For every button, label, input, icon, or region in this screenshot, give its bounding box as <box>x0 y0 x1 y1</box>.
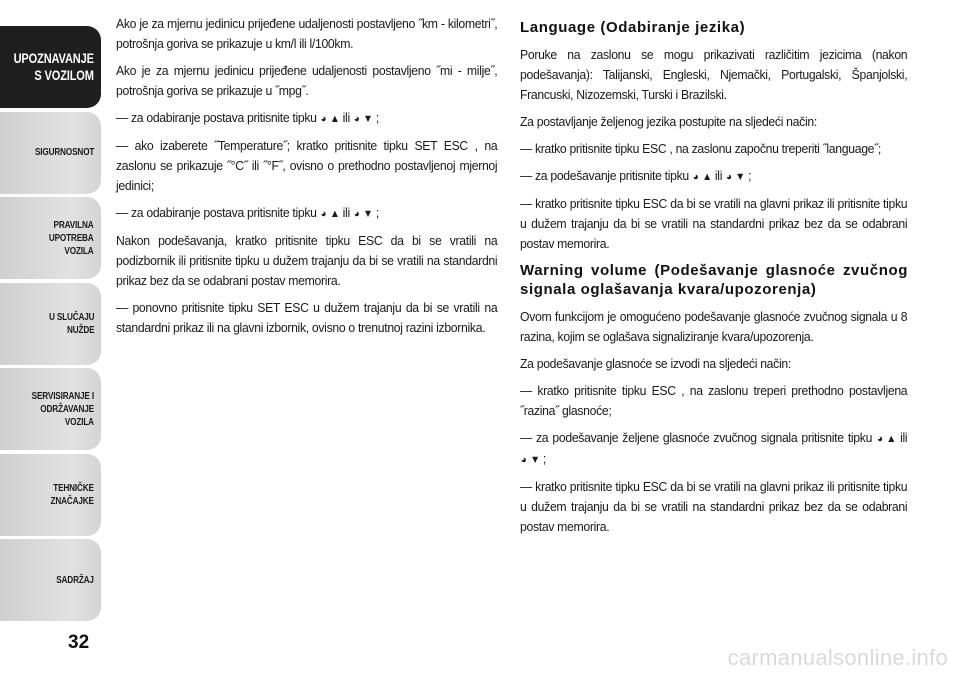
paragraph: — kratko pritisnite tipku ESC , na zaslonu započnu treperiti ˝language˝; <box>520 141 881 156</box>
paragraph-text: ili <box>714 168 723 183</box>
paragraph-text: ili <box>342 205 350 220</box>
steering-button-icon: ◕ <box>320 208 327 220</box>
watermark: carmanualsonline.info <box>727 645 948 670</box>
tab-label: UPOZNAVANJE S VOZILOM <box>13 51 94 83</box>
paragraph-text: ili <box>900 430 908 445</box>
down-arrow-icon: ▼ <box>363 113 373 125</box>
right-column <box>520 14 908 544</box>
paragraph: Poruke na zaslonu se mogu prikazivati različitim jezicima (nakon podešavanja): Talijanski, Engleski, Njemački, Portugalski, Španjolski, Francuski, Nizozemski, Turski i Brazilski. <box>520 47 908 102</box>
steering-button-icon: ◕ <box>353 113 360 125</box>
paragraph: — ako izaberete ˝Temperature˝; kratko pritisnite tipku SET ESC , na zaslonu se prikazuje ˝°C˝ ili ˝°F˝, ovisno o prethodno postavljenoj mjernoj jedinici; <box>116 138 498 193</box>
tab-label: SERVISIRANJE I ODRŽAVANJE VOZILA <box>31 390 94 428</box>
up-arrow-icon: ▲ <box>886 433 896 445</box>
up-arrow-icon: ▲ <box>702 171 712 183</box>
tab-label: U SLUČAJU NUŽDE <box>48 311 94 336</box>
paragraph-text: ; <box>542 451 547 466</box>
paragraph <box>116 203 497 224</box>
paragraph <box>520 428 907 470</box>
section-heading-warning-volume: Warning volume (Podešavanje glasnoće zvučnog signala oglašavanja kvara/upozorenja) <box>520 262 908 298</box>
steering-button-icon: ◕ <box>520 454 527 466</box>
paragraph-text: — za odabiranje postava pritisnite tipku <box>116 205 317 220</box>
page-number: 32 <box>68 632 90 653</box>
steering-button-icon: ◕ <box>692 171 699 183</box>
paragraph: Nakon podešavanja, kratko pritisnite tipku ESC da bi se vratili na podizbornik ili pritisnite tipku u dužem trajanju da bi se vratili na standardni prikaz bez da se odabrani postav memorira. <box>116 233 498 288</box>
tab-pravilna-upotreba-vozila[interactable] <box>0 197 101 279</box>
steering-button-icon: ◕ <box>877 433 883 445</box>
up-arrow-icon: ▲ <box>329 208 340 220</box>
paragraph: — kratko pritisnite tipku ESC da bi se vratili na glavni prikaz ili pritisnite tipku u dužem trajanju da bi se vratili na standardni prikaz bez da se odabrani postav memorira. <box>520 479 908 534</box>
down-arrow-icon: ▼ <box>363 208 373 220</box>
tab-sigurnost[interactable] <box>0 112 101 194</box>
paragraph-text: — za podešavanje željene glasnoće zvučnog signala pritisnite tipku <box>520 430 873 445</box>
up-arrow-icon: ▲ <box>329 113 340 125</box>
paragraph: Ako je za mjernu jedinicu prijeđene udaljenosti postavljeno ˝mi - milje˝, potrošnja goriva se prikazuje u ˝mpg˝. <box>116 63 498 98</box>
tab-sadrzaj[interactable] <box>0 539 101 621</box>
paragraph: — ponovno pritisnite tipku SET ESC u dužem trajanju da bi se vratili na standardni prikaz ili na glavni izbornik, ovisno o trenutnoj razini izbornika. <box>116 300 498 335</box>
paragraph: — kratko pritisnite tipku ESC da bi se vratili na glavni prikaz ili pritisnite tipku u dužem trajanju da bi se vratili na standardni prikaz bez da se odabrani postav memorira. <box>520 196 908 251</box>
paragraph: Za podešavanje glasnoće se izvodi na sljedeći način: <box>520 356 791 371</box>
tab-u-slucaju-nuzde[interactable] <box>0 283 101 365</box>
down-arrow-icon: ▼ <box>530 454 540 466</box>
paragraph-text: ; <box>375 110 379 125</box>
section-heading-language: Language (Odabiranje jezika) <box>520 19 746 36</box>
paragraph <box>116 108 497 129</box>
chapter-sidebar <box>0 26 101 625</box>
paragraph-text: ; <box>748 168 752 183</box>
paragraph: Ako je za mjernu jedinicu prijeđene udaljenosti postavljeno ˝km - kilometri˝, potrošnja goriva se prikazuje u km/l ili l/100km. <box>116 16 498 51</box>
steering-button-icon: ◕ <box>320 113 327 125</box>
tab-label: SIGURNOSNOT <box>34 147 94 158</box>
tab-tehnicke-znacajke[interactable] <box>0 454 101 536</box>
steering-button-icon: ◕ <box>726 171 732 183</box>
paragraph-text: ; <box>375 205 379 220</box>
paragraph-text: ili <box>342 110 350 125</box>
tab-upoznavanje-s-vozilom[interactable] <box>0 26 101 108</box>
paragraph: Ovom funkcijom je omogućeno podešavanje glasnoće zvučnog signala u 8 razina, kojim se oglašava signaliziranje kvara/upozorenja. <box>520 309 908 344</box>
paragraph: Za postavljanje željenog jezika postupite na sljedeći način: <box>520 114 817 129</box>
left-column <box>116 14 498 345</box>
down-arrow-icon: ▼ <box>735 171 746 183</box>
tab-label: TEHNIČKE ZNAČAJKE <box>50 482 94 507</box>
steering-button-icon: ◕ <box>353 208 360 220</box>
paragraph-text: — za odabiranje postava pritisnite tipku <box>116 110 317 125</box>
paragraph <box>520 166 907 187</box>
paragraph: — kratko pritisnite tipku ESC , na zaslonu treperi prethodno postavljena ˝razina˝ glasnoće; <box>520 383 908 418</box>
tab-servisiranje-i-odrzavanje[interactable] <box>0 368 101 450</box>
tab-label: SADRŽAJ <box>56 574 94 586</box>
paragraph-text: — za podešavanje pritisnite tipku <box>520 168 689 183</box>
tab-label: PRAVILNA UPOTREBA VOZILA <box>49 219 94 257</box>
